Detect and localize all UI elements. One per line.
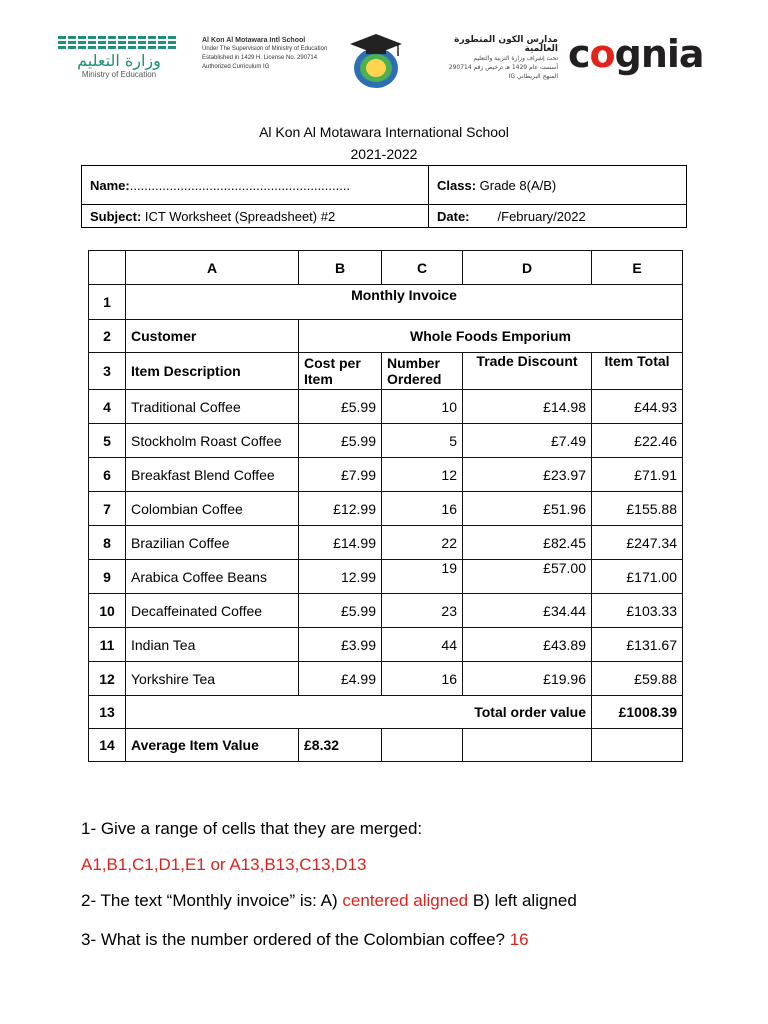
cost-per-item: £4.99 <box>299 662 382 696</box>
table-row <box>89 662 683 696</box>
number-ordered: 12 <box>382 458 463 492</box>
column-header: A <box>126 251 299 285</box>
header-cell: Item Total <box>592 353 683 390</box>
class-label: Class: <box>437 177 477 193</box>
table-row <box>89 492 683 526</box>
ministry-english-name: Ministry of Education <box>81 70 157 79</box>
school-english-line: Al Kon Al Motawara Intl School <box>202 37 306 44</box>
trade-discount: £14.98 <box>463 390 592 424</box>
item-total: £71.91 <box>592 458 683 492</box>
item-description: Arabica Coffee Beans <box>126 560 299 594</box>
answer-2: centered aligned <box>342 891 469 910</box>
row-number: 7 <box>89 492 126 526</box>
item-description: Traditional Coffee <box>126 390 299 424</box>
cost-per-item: £12.99 <box>299 492 382 526</box>
row-number: 5 <box>89 424 126 458</box>
date-value: /February/2022 <box>497 208 586 224</box>
cost-per-item: £3.99 <box>299 628 382 662</box>
answer-1: A1,B1,C1,D1,E1 or A13,B13,C13,D13 <box>81 855 367 874</box>
item-description: Colombian Coffee <box>126 492 299 526</box>
academic-year: 2021-2022 <box>350 146 418 162</box>
school-english-line: Authorized Curriculum IG <box>202 64 270 70</box>
cost-per-item: £14.99 <box>299 526 382 560</box>
item-description: Stockholm Roast Coffee <box>126 424 299 458</box>
question-3-text: 3- What is the number ordered of the Colombian coffee? <box>81 930 510 949</box>
customer-label-cell: Customer <box>126 320 299 353</box>
number-ordered: 44 <box>382 628 463 662</box>
table-row <box>89 424 683 458</box>
row-number: 9 <box>89 560 126 594</box>
row-number: 1 <box>89 285 126 320</box>
empty-cell <box>463 729 592 762</box>
item-total: £131.67 <box>592 628 683 662</box>
invoice-spreadsheet <box>88 250 683 762</box>
item-description: Yorkshire Tea <box>126 662 299 696</box>
empty-cell <box>382 729 463 762</box>
subject-value: ICT Worksheet (Spreadsheet) #2 <box>141 208 336 224</box>
trade-discount: £82.45 <box>463 526 592 560</box>
cost-per-item: 12.99 <box>299 560 382 594</box>
row-number: 3 <box>89 353 126 390</box>
column-header: E <box>592 251 683 285</box>
school-arabic-line: تحت إشراف وزارة التربية والتعليم <box>473 55 558 62</box>
question-3 <box>81 930 529 950</box>
average-item-label: Average Item Value <box>126 729 299 762</box>
question-2-option-b: B) left aligned <box>468 891 577 910</box>
number-ordered: 16 <box>382 662 463 696</box>
class-cell <box>429 166 687 205</box>
row-number: 13 <box>89 696 126 729</box>
corner-cell <box>89 251 126 285</box>
number-ordered: 10 <box>382 390 463 424</box>
ministry-of-education-logo <box>58 36 180 84</box>
item-description: Decaffeinated Coffee <box>126 594 299 628</box>
table-row <box>89 560 683 594</box>
name-cell[interactable] <box>82 166 429 205</box>
trade-discount: £51.96 <box>463 492 592 526</box>
customer-name-cell: Whole Foods Emporium <box>299 320 683 353</box>
table-row <box>89 594 683 628</box>
cost-per-item: £5.99 <box>299 390 382 424</box>
subject-cell <box>82 205 429 228</box>
ministry-arabic-name: وزارة التعليم <box>77 51 161 70</box>
item-total: £247.34 <box>592 526 683 560</box>
row-number: 6 <box>89 458 126 492</box>
table-row <box>89 458 683 492</box>
item-description: Indian Tea <box>126 628 299 662</box>
school-english-line: Under The Supervision of Ministry of Education <box>202 46 328 52</box>
row-number: 2 <box>89 320 126 353</box>
column-header: B <box>299 251 382 285</box>
trade-discount: £7.49 <box>463 424 592 458</box>
table-row <box>89 390 683 424</box>
table-row <box>89 526 683 560</box>
invoice-title-cell: Monthly Invoice <box>126 285 683 320</box>
school-arabic-line: مدارس الكون المتطورة العالمية <box>454 35 558 54</box>
header-cell: Number Ordered <box>382 353 463 390</box>
trade-discount: £57.00 <box>463 560 592 594</box>
number-ordered: 16 <box>382 492 463 526</box>
item-total: £44.93 <box>592 390 683 424</box>
header-cell: Trade Discount <box>463 353 592 390</box>
answer-3: 16 <box>509 930 529 949</box>
number-ordered: 23 <box>382 594 463 628</box>
name-label: Name: <box>90 177 130 193</box>
item-total: £155.88 <box>592 492 683 526</box>
number-ordered: 19 <box>382 560 463 594</box>
number-ordered: 22 <box>382 526 463 560</box>
class-value: Grade 8(A/B) <box>476 177 557 193</box>
row-number: 12 <box>89 662 126 696</box>
column-header: D <box>463 251 592 285</box>
header-cell: Item Description <box>126 353 299 390</box>
date-label: Date: <box>437 208 470 224</box>
total-order-label: Total order value <box>126 696 592 729</box>
number-ordered: 5 <box>382 424 463 458</box>
row-number: 14 <box>89 729 126 762</box>
ministry-dots-graphic <box>58 36 180 49</box>
subject-label: Subject: <box>90 208 142 224</box>
trade-discount: £34.44 <box>463 594 592 628</box>
question-2 <box>81 891 577 911</box>
cost-per-item: £5.99 <box>299 594 382 628</box>
total-order-value: £1008.39 <box>592 696 683 729</box>
header-cell: Cost per Item <box>299 353 382 390</box>
average-item-value: £8.32 <box>299 729 382 762</box>
trade-discount: £23.97 <box>463 458 592 492</box>
table-row <box>89 628 683 662</box>
row-number: 10 <box>89 594 126 628</box>
question-1: 1- Give a range of cells that they are merged: <box>81 819 423 838</box>
school-seal-logo <box>336 32 416 90</box>
empty-cell <box>592 729 683 762</box>
school-english-line: Established in 1429 H. License No. 290714 <box>202 55 318 61</box>
date-cell <box>429 205 687 228</box>
school-title: Al Kon Al Motawara International School <box>259 124 509 140</box>
question-2-text: 2- The text “Monthly invoice” is: A) <box>81 891 343 910</box>
item-total: £59.88 <box>592 662 683 696</box>
school-arabic-block <box>440 36 558 81</box>
cognia-logo: cognia <box>568 32 704 76</box>
cost-per-item: £5.99 <box>299 424 382 458</box>
item-total: £103.33 <box>592 594 683 628</box>
item-description: Breakfast Blend Coffee <box>126 458 299 492</box>
row-number: 8 <box>89 526 126 560</box>
name-blank: ............................................................. <box>129 177 351 193</box>
school-arabic-line: المنهج البريطاني IG <box>508 73 558 80</box>
school-english-block <box>202 36 352 72</box>
trade-discount: £19.96 <box>463 662 592 696</box>
item-description: Brazilian Coffee <box>126 526 299 560</box>
row-number: 4 <box>89 390 126 424</box>
trade-discount: £43.89 <box>463 628 592 662</box>
item-total: £171.00 <box>592 560 683 594</box>
school-arabic-line: أسست عام 1429 هـ ترخيص رقم 290714 <box>448 64 558 71</box>
student-info-table <box>81 165 687 228</box>
row-number: 11 <box>89 628 126 662</box>
item-total: £22.46 <box>592 424 683 458</box>
column-header: C <box>382 251 463 285</box>
letterhead <box>0 28 768 98</box>
cost-per-item: £7.99 <box>299 458 382 492</box>
